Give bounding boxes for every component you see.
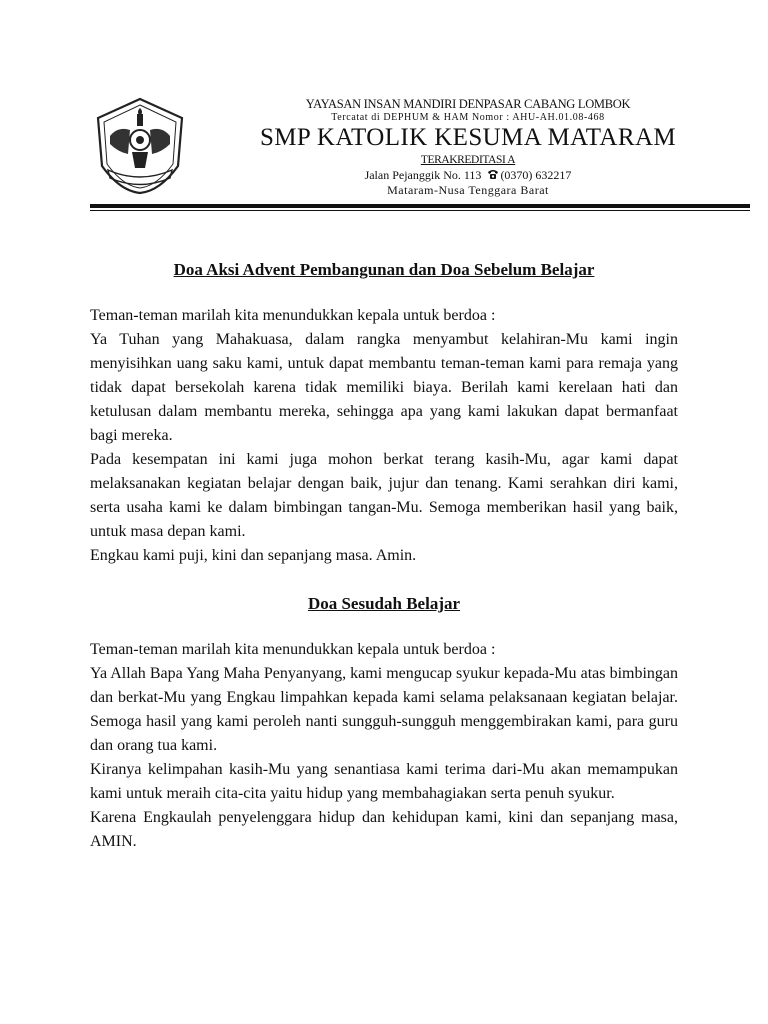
school-name: SMP KATOLIK KESUMA MATARAM [259,124,677,151]
telephone-icon [487,169,499,180]
tut-wuri-handayani-emblem-icon [90,96,190,196]
document-body [90,256,678,854]
city: Mataram-Nusa Tenggara Barat [387,183,549,197]
section1-paragraph: Ya Tuhan yang Mahakuasa, dalam rangka menyambut kelahiran-Mu kami ingin menyisihkan uang saku kami, untuk dapat membantu teman-teman kami para remaja yang tidak dapat bersekolah karena tidak memiliki biaya. Berilah kami kerelaan hati dan ketulusan dalam membantu mereka, sehingga apa yang kami lakukan dapat bermanfaat bagi mereka. [90,331,678,444]
section2-paragraph: Ya Allah Bapa Yang Maha Penyanyang, kami mengucap syukur kepada-Mu atas bimbingan dan berkat-Mu yang Engkau limpahkan kepada kami selama pelaksanaan kegiatan belajar. Semoga hasil yang kami peroleh nanti sungguh-sungguh menggembirakan kami, para guru dan orang tua kami. [90,665,678,754]
accreditation-text: TERAKREDITASI A [420,154,516,166]
letterhead [0,0,768,215]
accreditation [258,154,678,166]
foundation-name: YAYASAN INSAN MANDIRI DENPASAR CABANG LOMBOK [305,97,631,111]
registration-number: Tercatat di DEPHUM & HAM Nomor : AHU-AH.01.08-468 [331,112,605,123]
phone-number: (0370) 632217 [500,168,572,182]
section1-paragraph: Pada kesempatan ini kami juga mohon berkat terang kasih-Mu, agar kami dapat melaksanakan kegiatan belajar dengan baik, jujur dan tenang. Kami serahkan diri kami, serta usaha kami ke dalam bimbingan tangan-Mu. Semoga memberikan hasil yang baik, untuk masa depan kami. [90,451,678,540]
section1-paragraph: Teman-teman marilah kita menundukkan kepala untuk berdoa : [90,307,496,324]
address-line [258,168,678,183]
section2-title: Doa Sesudah Belajar [307,594,461,613]
header-divider-thick [90,204,750,208]
section1-paragraph: Engkau kami puji, kini dan sepanjang masa. Amin. [90,547,417,564]
section2-paragraph: Kiranya kelimpahan kasih-Mu yang senantiasa kami terima dari-Mu akan memampukan kami untuk meraih cita-cita yaitu hidup yang membahagiakan serta penuh syukur. [90,761,678,802]
section2-paragraph: Teman-teman marilah kita menundukkan kepala untuk berdoa : [90,641,496,658]
section2-paragraph: Karena Engkaulah penyelenggara hidup dan kehidupan kami, kini dan sepanjang masa, AMIN. [90,809,678,850]
street-address: Jalan Pejanggik No. 113 [364,168,482,182]
section1-title: Doa Aksi Advent Pembangunan dan Doa Sebelum Belajar [173,260,595,279]
header-divider-thin [90,210,750,211]
